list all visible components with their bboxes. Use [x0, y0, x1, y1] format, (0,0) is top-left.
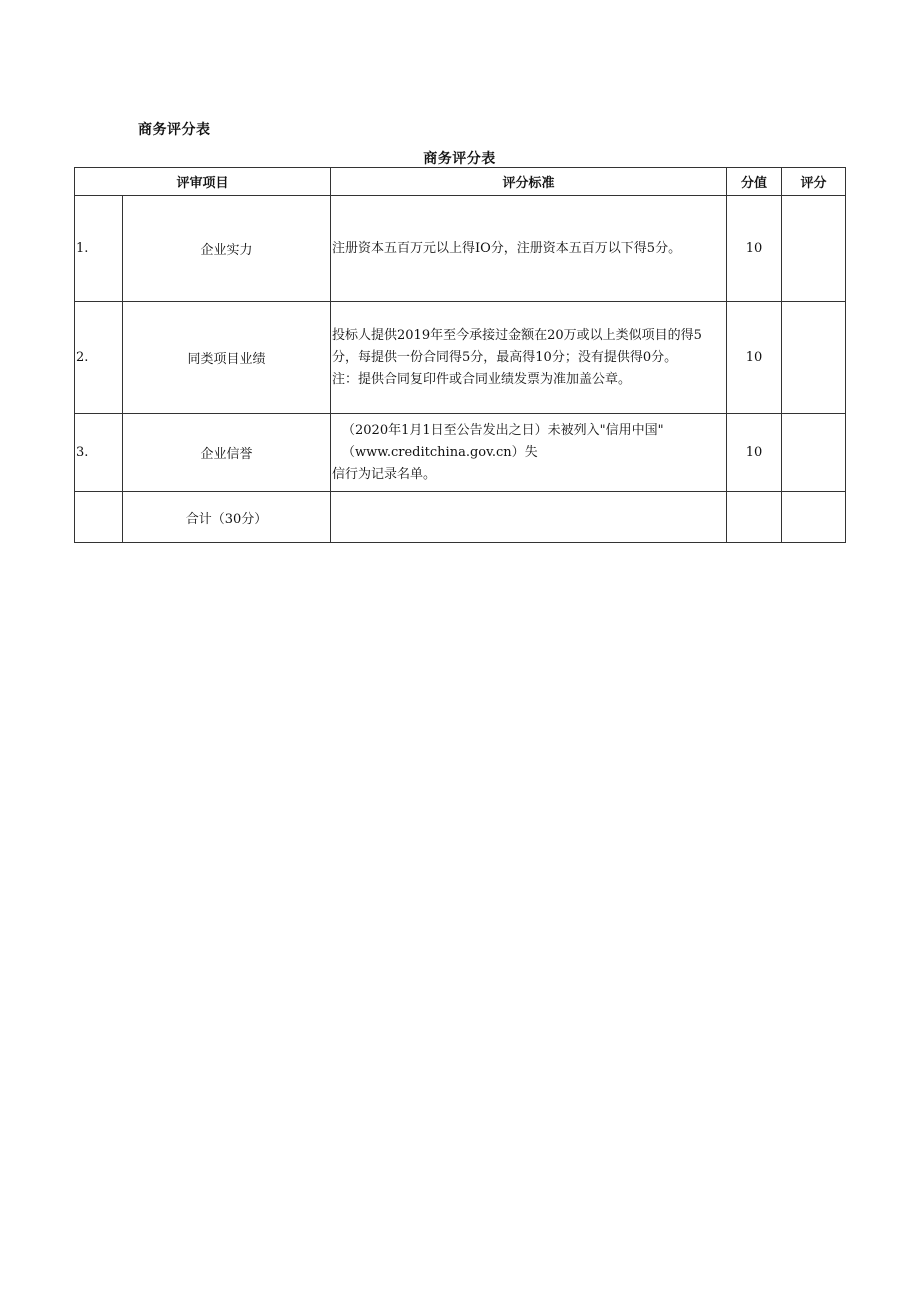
row-item: 企业信誉 [123, 414, 331, 492]
row-score-cell[interactable] [782, 302, 846, 414]
row-criteria [331, 302, 727, 414]
total-score-cell[interactable] [782, 492, 846, 543]
criteria-line: 信行为记录名单。 [332, 466, 437, 482]
total-row [75, 492, 846, 543]
row-item: 同类项目业绩 [123, 302, 331, 414]
row-item: 企业实力 [123, 196, 331, 302]
table-row [75, 302, 846, 414]
total-number-cell [75, 492, 123, 543]
header-score: 评分 [782, 168, 846, 196]
criteria-line: （www.creditchina.gov.cn）失 [342, 444, 538, 460]
row-number: 1. [75, 196, 123, 302]
row-number: 3. [75, 414, 123, 492]
total-criteria-cell [331, 492, 727, 543]
row-score-cell[interactable] [782, 196, 846, 302]
criteria-line: 注册资本五百万元以上得IO分，注册资本五百万以下得5分。 [332, 240, 682, 256]
row-criteria [331, 414, 727, 492]
table-row [75, 414, 846, 492]
header-value: 分值 [727, 168, 782, 196]
row-value: 10 [727, 196, 782, 302]
header-criteria: 评分标准 [331, 168, 727, 196]
row-number: 2. [75, 302, 123, 414]
row-score-cell[interactable] [782, 414, 846, 492]
row-value: 10 [727, 302, 782, 414]
row-criteria [331, 196, 727, 302]
total-value-cell [727, 492, 782, 543]
table-caption: 商务评分表 [423, 151, 496, 167]
criteria-line: 投标人提供2019年至今承接过金额在20万或以上类似项目的得5分，每提供一份合同得5分，最高得10分；没有提供得0分。 [332, 327, 702, 365]
table-row [75, 196, 846, 302]
total-label: 合计（30分） [123, 492, 331, 543]
row-value: 10 [727, 414, 782, 492]
table-header-row [75, 168, 846, 196]
header-item: 评审项目 [75, 168, 331, 196]
document-heading: 商务评分表 [138, 122, 211, 138]
criteria-line: （2020年1月1日至公告发出之日）未被列入"信用中国" [342, 422, 664, 438]
criteria-note: 注：提供合同复印件或合同业绩发票为准加盖公章。 [332, 371, 632, 387]
business-score-table [74, 167, 846, 543]
